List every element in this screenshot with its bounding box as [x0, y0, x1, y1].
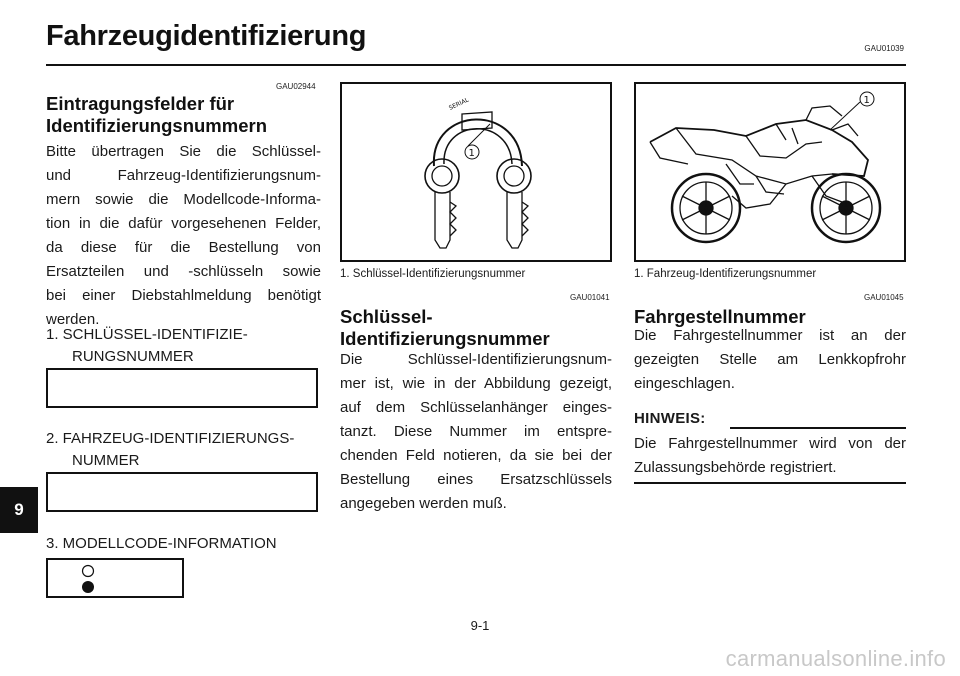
item1-line1: 1. SCHLÜSSEL-IDENTIFIZIE- [46, 326, 248, 343]
col3-body [634, 324, 906, 396]
list-item-model-code: 3. MODELLCODE-INFORMATION [46, 535, 277, 552]
note-line: Zulassungsbehörde registriert. [634, 459, 837, 476]
key-number-field[interactable] [46, 368, 318, 408]
col2-body-line: mer ist, wie in der Abbildung gezeigt, [340, 375, 612, 392]
col2-body-line: Bestellung eines Ersatzschlüssels [340, 471, 612, 488]
key-caption: 1. Schlüssel-Identifizierungsnummer [340, 268, 526, 280]
col1-body-line: Bitte übertragen Sie die Schlüssel- [46, 143, 321, 160]
filled-circle-icon [82, 581, 94, 593]
watermark: carmanualsonline.info [725, 646, 946, 671]
col1-body-line: werden. [46, 311, 100, 328]
key-illustration-svg [342, 84, 610, 260]
col2-heading-line2: Identifizierungsnummer [340, 328, 550, 349]
col1-body-line: da diese für die Bestellung von [46, 239, 321, 256]
col1-heading [46, 93, 321, 137]
col1-body-line: Ersatzteilen und -schlüsseln sowie [46, 263, 321, 280]
motorcycle-illustration-svg [636, 84, 904, 260]
note-end-rule [634, 482, 906, 484]
page-number: 9-1 [470, 618, 490, 633]
item2-line1: 2. FAHRZEUG-IDENTIFIZIERUNGS- [46, 430, 295, 447]
item2-line2: NUMMER [72, 452, 140, 469]
col2-body-line: angegeben werden muß. [340, 495, 507, 512]
col3-code: GAU01045 [864, 293, 904, 302]
col3-body-line: gezeigten Stelle am Lenkkopfrohr [634, 351, 906, 368]
col2-code: GAU01041 [570, 293, 610, 302]
col3-heading: Fahrgestellnummer [634, 306, 806, 327]
note-body [634, 432, 906, 480]
chapter-tab: 9 [0, 487, 38, 533]
list-item-key-number [46, 324, 326, 368]
col2-body [340, 348, 612, 516]
svg-text:SERIAL: SERIAL [447, 96, 470, 112]
motorcycle-callout: 1 [863, 95, 870, 106]
open-circle-icon [83, 566, 94, 577]
col1-body-line: und Fahrzeug-Identifizierungsnum- [46, 167, 321, 184]
page-title: Fahrzeugidentifizierung [46, 20, 367, 52]
header-code: GAU01039 [864, 44, 904, 53]
key-illustration [340, 82, 612, 262]
col2-body-line: Die Schlüssel-Identifizierungsnum- [340, 351, 612, 368]
col1-body-line: mern sowie die Modellcode-Informa- [46, 191, 321, 208]
col2-body-line: chenden Feld notieren, da sie bei der [340, 447, 612, 464]
col1-body-line: bei einer Diebstahlmeldung benötigt [46, 287, 321, 304]
header-rule [46, 64, 906, 66]
note-label: HINWEIS: [634, 410, 706, 427]
col2-body-line: auf dem Schlüsselanhänger einges- [340, 399, 612, 416]
key-callout: 1 [468, 148, 475, 159]
list-item-vehicle-number [46, 428, 326, 472]
col3-body-line: Die Fahrgestellnummer ist an der [634, 327, 906, 344]
note-line: Die Fahrgestellnummer wird von der [634, 435, 906, 452]
note-header [634, 410, 906, 432]
col3-body-line: eingeschlagen. [634, 375, 735, 392]
col1-heading-line2: Identifizierungsnummern [46, 115, 267, 136]
model-code-symbols [48, 560, 182, 596]
model-code-field[interactable] [46, 558, 184, 598]
motorcycle-illustration [634, 82, 906, 262]
col1-code: GAU02944 [276, 82, 316, 91]
col2-heading-line1: Schlüssel- [340, 306, 433, 327]
col2-body-line: tanzt. Diese Nummer im entspre- [340, 423, 612, 440]
item1-line2: RUNGSNUMMER [72, 348, 194, 365]
col1-heading-line1: Eintragungsfelder für [46, 93, 235, 114]
col1-body [46, 140, 321, 332]
motorcycle-caption: 1. Fahrzeug-Identifizerungsnummer [634, 268, 817, 280]
col2-heading [340, 306, 612, 350]
col1-body-line: tion in die dafür vorgesehenen Felder, [46, 215, 321, 232]
vehicle-number-field[interactable] [46, 472, 318, 512]
note-rule [730, 427, 906, 429]
